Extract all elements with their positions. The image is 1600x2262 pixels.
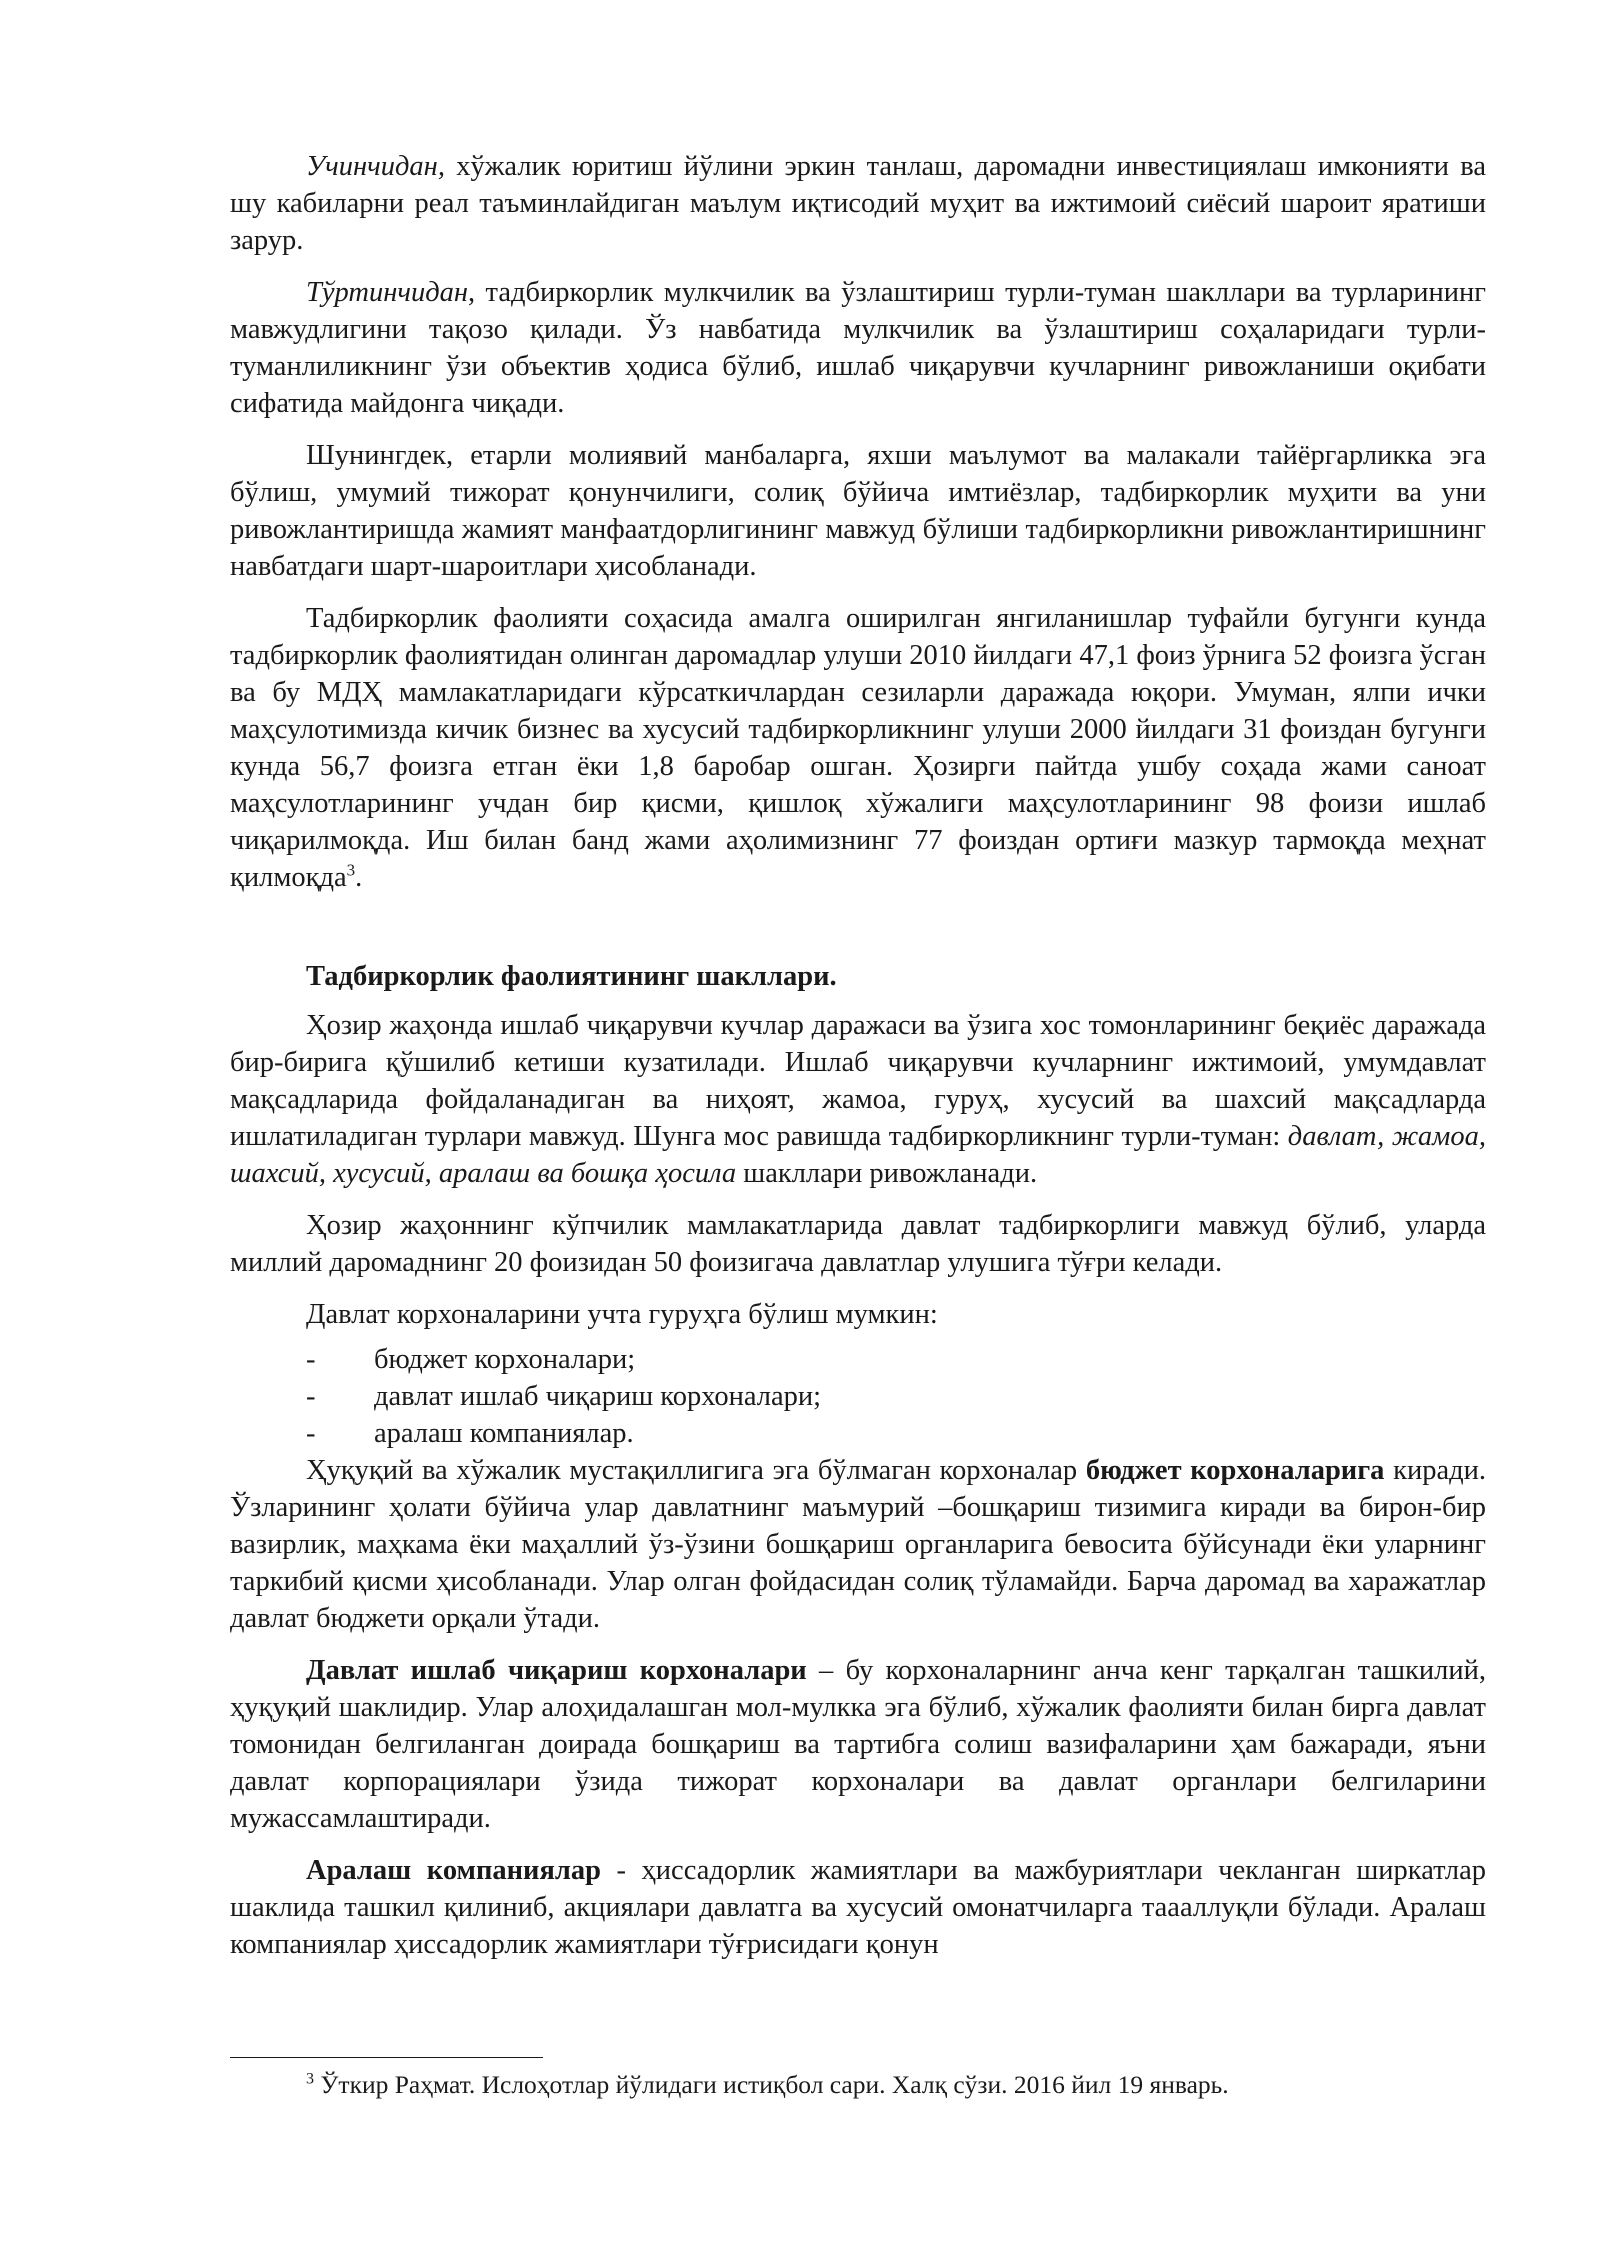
paragraph-1 (230, 148, 1486, 259)
paragraph-6: Ҳозир жаҳоннинг кўпчилик мамлакатларида давлат тадбиркорлиги мавжуд бўлиб, уларда миллий даромаднинг 20 фоизидан 50 фоизигача давлатлар улушига тўғри келади. (230, 1210, 1486, 1278)
paragraph-10-bold: Аралаш компаниялар (306, 1855, 601, 1886)
document-page (230, 148, 1486, 1978)
paragraph-8-text: киради. Ўзларининг ҳолати бўйича улар давлатнинг маъмурий –бошқариш тизимига киради ва бирон-бир вазирлик, маҳкама ёки маҳаллий ўз-ўзини бошқариш органларига бевосита бўйсунади ёки уларнинг таркибий қисми ҳисобланади. Улар олган фойдасидан солиқ тўламайди. Барча даромад ва харажатлар давлат бюджети орқали ўтади. (230, 1455, 1486, 1634)
paragraph-9 (230, 1652, 1486, 1837)
section-heading: Тадбиркорлик фаолиятининг шакллари. (306, 961, 837, 992)
enterprise-types-list (230, 1341, 1486, 1452)
list-item-text: бюджет корхоналари; (374, 1344, 636, 1375)
footnote-divider (230, 2057, 543, 2058)
paragraph-8 (230, 1452, 1486, 1637)
paragraph-7: Давлат корхоналарини учта гуруҳга бўлиш мумкин: (306, 1299, 938, 1330)
paragraph-3: Шунингдек, етарли молиявий манбаларга, яхши маълумот ва малакали тайёргарликка эга бўлиш, умумий тижорат қонунчилиги, солиқ бўйича имтиёзлар, тадбиркорлик муҳити ва уни ривожлантиришда жамият манфаатдорлигининг мавжуд бўлиши тадбиркорликни ривожлантиришнинг навбатдаги шарт-шароитлари ҳисобланади. (230, 440, 1486, 582)
paragraph-1-text: хўжалик юритиш йўлини эркин танлаш, даромадни инвестициялаш имконияти ва шу кабиларни реал таъминлайдиган маълум иқтисодий муҳит ва ижтимоий сиёсий шароит яратиши зарур. (230, 151, 1486, 256)
list-item-text: аралаш компаниялар. (374, 1418, 634, 1449)
paragraph-5 (230, 1007, 1486, 1192)
paragraph-10-text: - ҳиссадорлик жамиятлари ва мажбуриятлари чекланган ширкатлар шаклида ташкил қилиниб, акциялари давлатга ва хусусий омонатчиларга таааллуқли бўлади. Аралаш компаниялар ҳиссадорлик жамиятлари тўғрисидаги қонун (230, 1855, 1486, 1960)
paragraph-9-bold: Давлат ишлаб чиқариш корхоналари (306, 1655, 807, 1686)
paragraph-5-italic: давлат, жамоа, шахсий, хусусий, аралаш ва бошқа ҳосила (230, 1121, 1486, 1189)
paragraph-2 (230, 274, 1486, 422)
paragraph-4-end: . (355, 862, 363, 893)
paragraph-2-text: , тадбиркорлик мулкчилик ва ўзлаштириш турли-туман шакллари ва турларининг мавжудлигини тақозо қилади. Ўз навбатида мулкчилик ва ўзлаштириш соҳаларидаги турли-туманлиликнинг ўзи объектив ҳодиса бўлиб, ишлаб чиқарувчи кучларнинг ривожланиши оқибати сифатида майдонга чиқади. (230, 277, 1486, 419)
paragraph-5-text: Ҳозир жаҳонда ишлаб чиқарувчи кучлар даражаси ва ўзига хос томонларининг беқиёс даражада бир-бирига қўшилиб кетиши кузатилади. Ишлаб чиқарувчи кучларнинг ижтимоий, умумдавлат мақсадларида фойдаланадиган ва ниҳоят, жамоа, гуруҳ, хусусий ва шахсий мақсадларда ишлатиладиган турлари мавжуд. Шунга мос равишда тадбиркорликнинг турли-туман: (230, 1010, 1486, 1152)
list-item (230, 1378, 1486, 1415)
paragraph-4 (230, 600, 1486, 896)
footnote-number: 3 (306, 2070, 314, 2088)
list-dash: - (306, 1344, 316, 1375)
paragraph-4-text: Тадбиркорлик фаолияти соҳасида амалга оширилган янгиланишлар туфайли бугунги кунда тадбиркорлик фаолиятидан олинган даромадлар улуши 2010 йилдаги 47,1 фоиз ўрнига 52 фоизга ўсган ва бу МДҲ мамлакатларидаги кўрсаткичлардан сезиларли даражада юқори. Умуман, ялпи ички маҳсулотимизда кичик бизнес ва хусусий тадбиркорликнинг улуши 2000 йилдаги 31 фоиздан бугунги кунда 56,7 фоизга етган ёки 1,8 баробар ошган. Ҳозирги пайтда ушбу соҳада жами саноат маҳсулотларининг учдан бир қисми, қишлоқ хўжалиги маҳсулотларининг 98 фоизи ишлаб чиқарилмоқда. Иш билан банд жами аҳолимизнинг 77 фоиздан ортиғи мазкур тармоқда меҳнат қилмоқда (230, 603, 1486, 893)
list-dash: - (306, 1381, 316, 1412)
paragraph-10 (230, 1852, 1486, 1963)
list-dash: - (306, 1418, 316, 1449)
paragraph-2-lead: Тўртинчидан (306, 277, 468, 308)
paragraph-9-text: – бу корхоналарнинг анча кенг тарқалган ташкилий, ҳуқуқий шаклидир. Улар алоҳидалашган мол-мулкка эга бўлиб, хўжалик фаолияти билан бирга давлат томонидан белгиланган доирада бошқариш ва тартибга солиш вазифаларини ҳам бажаради, яъни давлат корпорациялари ўзида тижорат корхоналари ва давлат органлари белгиларини мужассамлаштиради. (230, 1655, 1486, 1834)
paragraph-5-end: шакллари ривожланади. (736, 1158, 1038, 1189)
list-item-text: давлат ишлаб чиқариш корхоналари; (374, 1381, 822, 1412)
paragraph-8-start: Ҳуқуқий ва хўжалик мустақиллигига эга бўлмаган корхоналар (306, 1455, 1086, 1486)
paragraph-8-bold: бюджет корхоналарига (1085, 1455, 1385, 1486)
footnote (306, 2068, 1486, 2102)
footnote-reference[interactable]: 3 (346, 860, 356, 880)
paragraph-1-lead: Учинчидан, (306, 151, 445, 182)
footnote-text: Ўткир Раҳмат. Ислоҳотлар йўлидаги истиқбол сари. Халқ сўзи. 2016 йил 19 январь. (314, 2070, 1229, 2099)
list-item (230, 1341, 1486, 1378)
list-item (230, 1415, 1486, 1452)
